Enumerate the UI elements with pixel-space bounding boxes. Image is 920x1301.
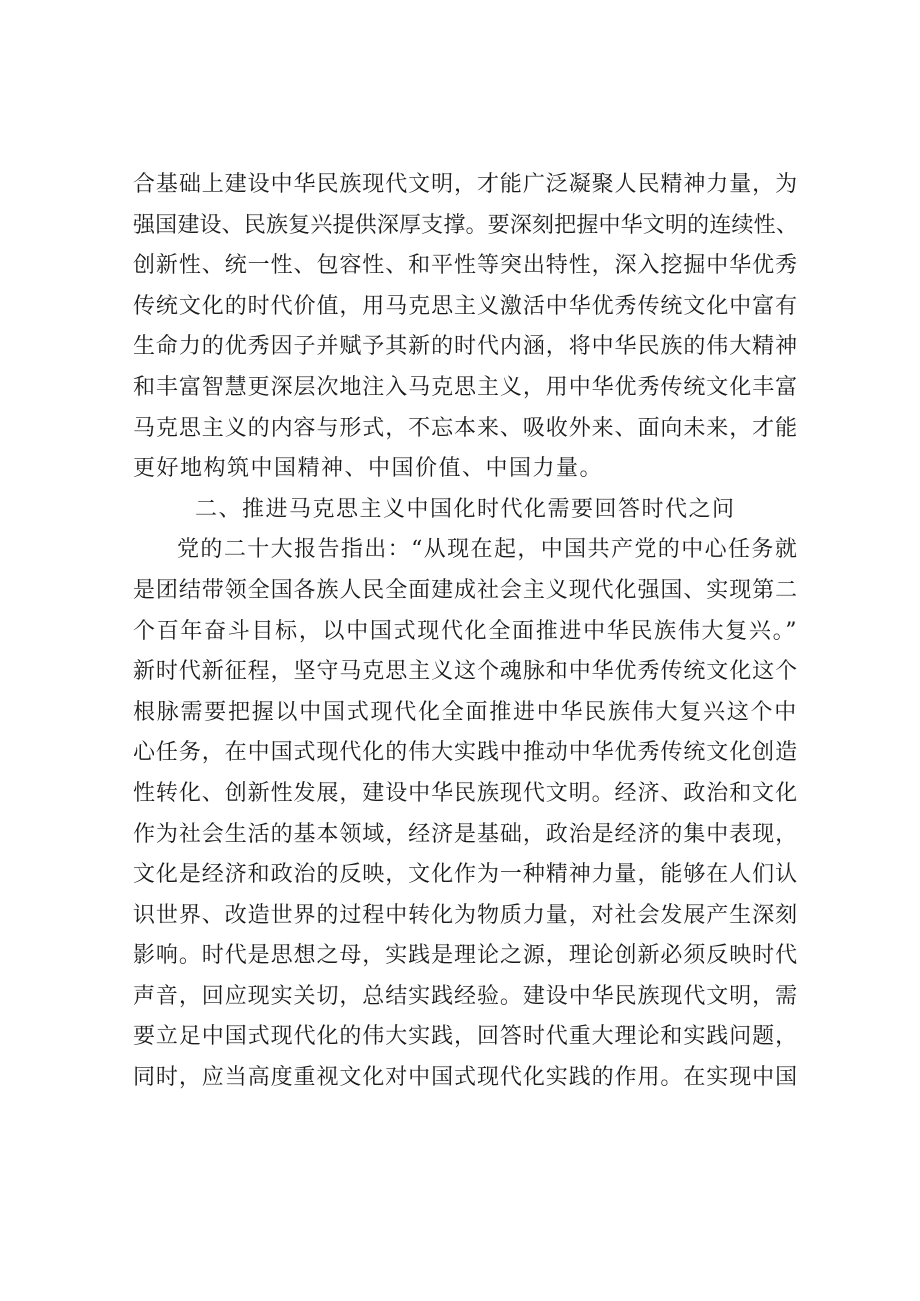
paragraph-line: 创新性、统一性、包容性、和平性等突出特性，深入挖掘中华优秀: [133, 253, 799, 279]
paragraph-line: 党的二十大报告指出：“从现在起，中国共产党的中心任务就: [177, 537, 799, 563]
paragraph-line: 传统文化的时代价值，用马克思主义激活中华优秀传统文化中富有: [133, 293, 799, 319]
paragraph-line: 生命力的优秀因子并赋予其新的时代内涵，将中华民族的伟大精神: [133, 334, 799, 360]
paragraph-2: [133, 530, 798, 1098]
document-body: [133, 165, 798, 1099]
paragraph-line: 影响。时代是思想之母，实践是理论之源，理论创新必须反映时代: [133, 943, 799, 969]
paragraph-line: 新时代新征程，坚守马克思主义这个魂脉和中华优秀传统文化这个: [133, 659, 799, 685]
paragraph-line: 识世界、改造世界的过程中转化为物质力量，对社会发展产生深刻: [133, 902, 799, 928]
paragraph-line: 心任务，在中国式现代化的伟大实践中推动中华优秀传统文化创造: [133, 740, 799, 766]
paragraph-line: 作为社会生活的基本领域，经济是基础，政治是经济的集中表现，: [133, 821, 799, 847]
paragraph-line: 强国建设、民族复兴提供深厚支撑。要深刻把握中华文明的连续性、: [133, 212, 799, 238]
paragraph-line: 合基础上建设中华民族现代文明，才能广泛凝聚人民精神力量，为: [133, 172, 799, 197]
section-heading: 二、推进马克思主义中国化时代化需要回答时代之问: [195, 496, 736, 522]
paragraph-line: 声音，回应现实关切，总结实践经验。建设中华民族现代文明，需: [133, 983, 799, 1009]
paragraph-1: [133, 165, 798, 490]
paragraph-line: 马克思主义的内容与形式，不忘本来、吸收外来、面向未来，才能: [133, 415, 799, 441]
paragraph-line: 个百年奋斗目标，以中国式现代化全面推进中华民族伟大复兴。”: [133, 618, 799, 644]
paragraph-line: 要立足中国式现代化的伟大实践，回答时代重大理论和实践问题，: [133, 1024, 799, 1050]
paragraph-line: 和丰富智慧更深层次地注入马克思主义，用中华优秀传统文化丰富: [133, 374, 799, 400]
paragraph-line: 性转化、创新性发展，建设中华民族现代文明。经济、政治和文化: [133, 780, 799, 806]
paragraph-line: 更好地构筑中国精神、中国价值、中国力量。: [133, 456, 604, 482]
paragraph-line: 文化是经济和政治的反映，文化作为一种精神力量，能够在人们认: [133, 862, 799, 888]
paragraph-line: 根脉需要把握以中国式现代化全面推进中华民族伟大复兴这个中: [133, 699, 799, 725]
paragraph-line: 是团结带领全国各族人民全面建成社会主义现代化强国、实现第二: [133, 577, 799, 603]
paragraph-line: 同时，应当高度重视文化对中国式现代化实践的作用。在实现中国: [133, 1065, 799, 1091]
